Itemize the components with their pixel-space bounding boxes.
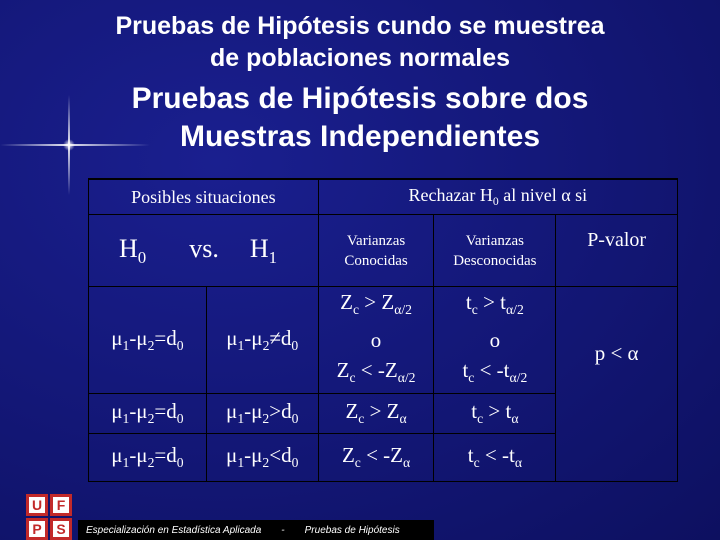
row2-unknown: $t_c > t_\alpha$	[434, 393, 556, 433]
footer-left: Especialización en Estadística Aplicada	[86, 524, 262, 536]
header-situations-text: Posibles situaciones	[131, 186, 276, 207]
h1-sub: 1	[268, 247, 278, 267]
vs-label: vs.	[189, 233, 219, 263]
row2-known: $Z_c > Z_\alpha$	[318, 393, 434, 433]
footer-right: Pruebas de Hipótesis	[304, 524, 400, 536]
logo-letter-u: U	[26, 494, 48, 516]
h0-vs-h1-cell	[89, 215, 319, 287]
row1-known: $Z_c > Z_{\alpha/2}$ o $Z_c < -Z_{\alpha/2}$	[318, 287, 434, 394]
row1-unknown: $t_c > t_{\alpha/2}$ o $t_c < -t_{\alpha/2}$	[434, 287, 556, 394]
row1-h1: $\mu_1-\mu_2\ne d_0$	[206, 287, 318, 394]
header-situations	[89, 179, 319, 215]
header-unknown-line1: Varianzas	[465, 232, 525, 249]
title-line-2b: Muestras Independientes	[179, 120, 541, 153]
header-known-line1: Varianzas	[346, 232, 406, 249]
pvalue-rule	[556, 287, 678, 482]
slide-title-sub	[0, 80, 720, 156]
table-subheader-row	[89, 215, 678, 287]
hypothesis-table	[88, 178, 678, 482]
header-pvalue-text: P-valor	[587, 229, 647, 251]
header-pvalue	[556, 215, 678, 287]
row1-h0: $\mu_1-\mu_2=d_0$	[89, 287, 207, 394]
header-unknown-variances	[434, 215, 556, 287]
title-line-1a: Pruebas de Hipótesis cundo se muestrea	[115, 12, 605, 40]
pvalue-rule-text: p < α	[594, 341, 639, 366]
row3-unknown: $t_c < -t_\alpha$	[434, 433, 556, 481]
row3-h1: $\mu_1-\mu_2<d_0$	[206, 433, 318, 481]
table-row	[89, 287, 678, 394]
header-unknown-line2: Desconocidas	[453, 252, 537, 269]
header-known-variances	[318, 215, 434, 287]
row2-h1: $\mu_1-\mu_2>d_0$	[206, 393, 318, 433]
row3-known: $Z_c < -Z_\alpha$	[318, 433, 434, 481]
slide-title-main	[0, 10, 720, 74]
ufps-logo	[26, 494, 72, 540]
h0-label: H	[119, 233, 138, 263]
title-line-1b: de poblaciones normales	[209, 44, 511, 72]
row3-h0: $\mu_1-\mu_2=d_0$	[89, 433, 207, 481]
table-header-row	[89, 179, 678, 215]
logo-letter-p: P	[26, 518, 48, 540]
h1-label: H	[249, 233, 269, 263]
logo-letter-f: F	[50, 494, 72, 516]
row2-h0: $\mu_1-\mu_2=d_0$	[89, 393, 207, 433]
footer-bar	[78, 520, 434, 540]
header-known-line2: Conocidas	[344, 252, 408, 269]
logo-letter-s: S	[50, 518, 72, 540]
footer-separator: -	[281, 524, 285, 536]
header-reject-sub: 0	[492, 195, 499, 209]
header-reject-suffix: al nivel α si	[498, 185, 588, 206]
title-line-2a: Pruebas de Hipótesis sobre dos	[131, 82, 589, 115]
header-reject-text: Rechazar H	[408, 185, 493, 206]
h0-sub: 0	[137, 247, 147, 267]
header-reject	[318, 179, 677, 215]
